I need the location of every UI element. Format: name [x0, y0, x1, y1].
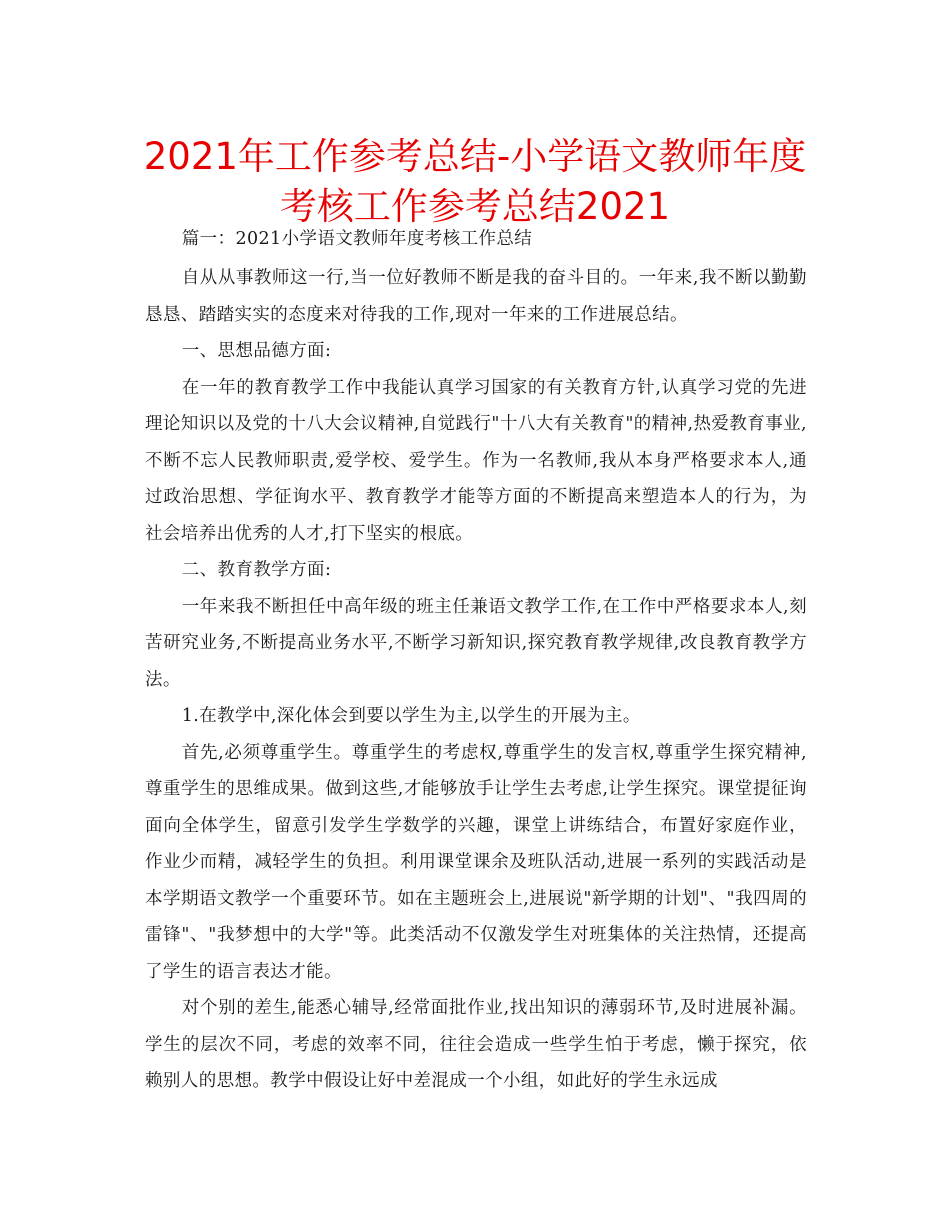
paragraph: 自从从事教师这一行,当一位好教师不断是我的奋斗目的。一年来,我不断以勤勤恳恳、踏踏实实的态度来对待我的工作,现对一年来的工作进展总结。 — [145, 268, 807, 325]
paragraph: 1.在教学中,深化体会到要以学生为主,以学生的开展为主。 — [181, 706, 641, 726]
section-heading: 一、思想品德方面: — [181, 341, 332, 361]
paragraph: 在一年的教育教学工作中我能认真学习国家的有关教育方针,认真学习党的先进理论知识以及党的十八大会议精神,自觉践行"十八大有关教育"的精神,热爱教育事业,不断不忘人民教师职责,爱学校、爱学生。作为一名教师,我从本身严格要求本人,通过政治思想、学征询水平、教育教学才能等方面的不断提高来塑造本人的行为，为社会培养出优秀的人才,打下坚实的根底。 — [145, 377, 807, 544]
document-title: 2021年工作参考总结-小学语文教师年度考核工作参考总结2021 — [143, 135, 807, 228]
paragraph: 首先,必须尊重学生。尊重学生的考虑权,尊重学生的发言权,尊重学生探究精神,尊重学生的思维成果。做到这些,才能够放手让学生去考虑,让学生探究。课堂提征询面向全体学生，留意引发学生学数学的兴趣，课堂上讲练结合，布置好家庭作业，作业少而精，减轻学生的负担。利用课堂课余及班队活动,进展一系列的实践活动是本学期语文教学一个重要环节。如在主题班会上,进展说"新学期的计划"、"我四周的雷锋"、"我梦想中的大学"等。此类活动不仅激发学生对班集体的关注热情，还提高了学生的语言表达才能。 — [145, 742, 807, 982]
section-heading: 二、教育教学方面: — [181, 560, 332, 580]
paragraph: 一年来我不断担任中高年级的班主任兼语文教学工作,在工作中严格要求本人,刻苦研究业务,不断提高业务水平,不断学习新知识,探究教育教学规律,改良教育教学方法。 — [145, 596, 807, 690]
section-heading: 篇一：2021小学语文教师年度考核工作总结 — [181, 229, 533, 249]
paragraph: 对个别的差生,能悉心辅导,经常面批作业,找出知识的薄弱环节,及时进展补漏。学生的层次不同，考虑的效率不同，往往会造成一些学生怕于考虑，懒于探究，依赖别人的思想。教学中假设让好中差混成一个小组，如此好的学生永远成 — [145, 998, 807, 1091]
document-body — [145, 221, 807, 1100]
